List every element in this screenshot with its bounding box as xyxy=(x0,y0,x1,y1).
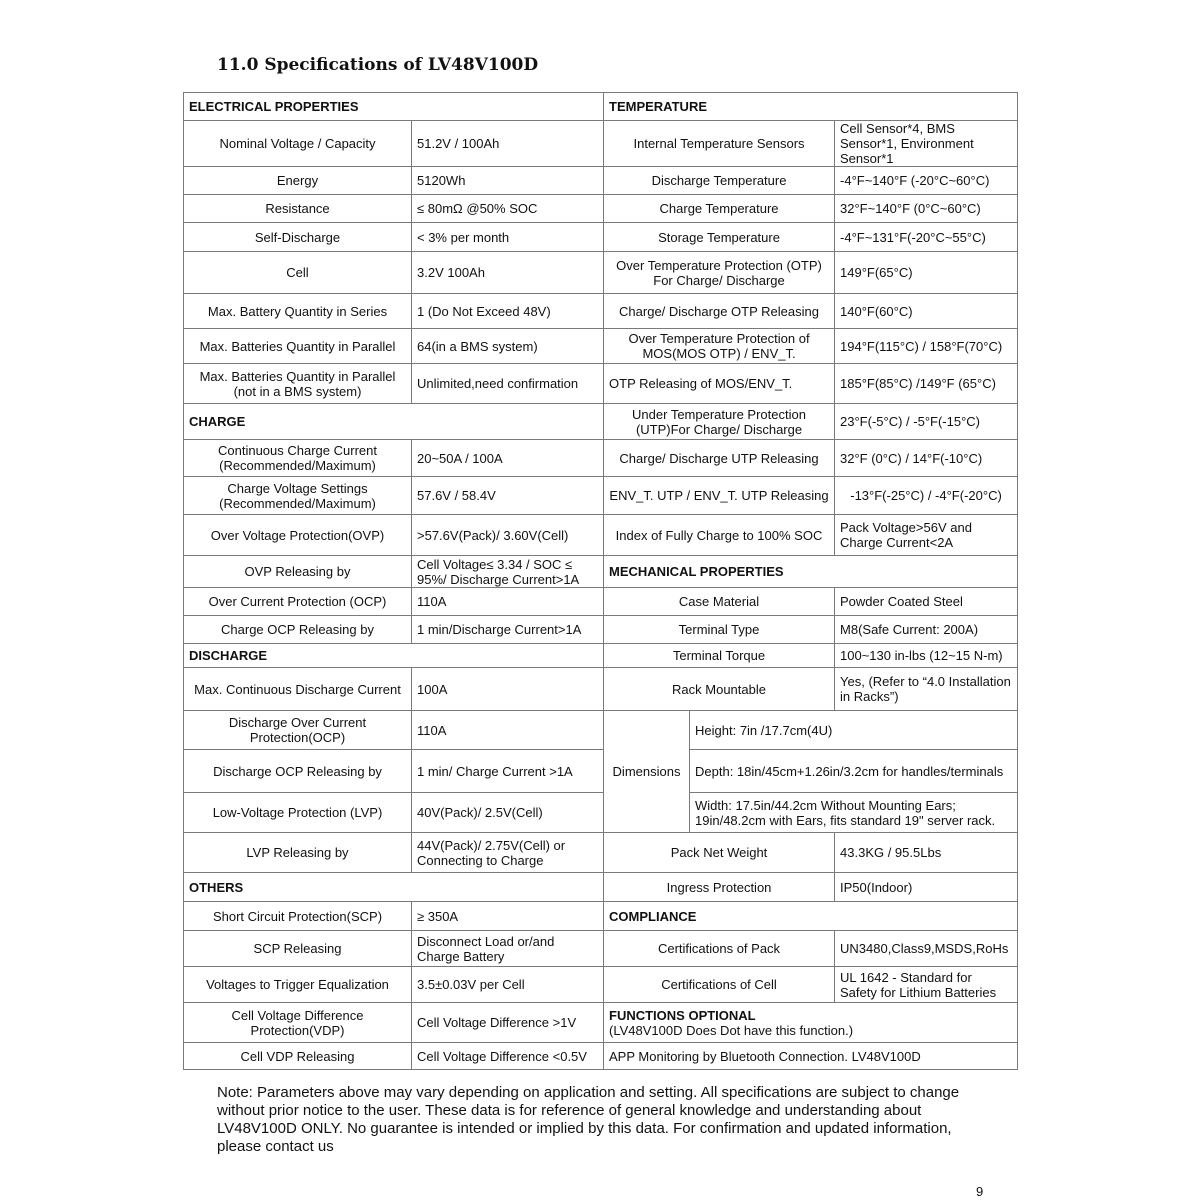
spec-value: Pack Voltage>56V and Charge Current<2A xyxy=(835,515,1018,556)
spec-value: 32°F~140°F (0°C~60°C) xyxy=(835,195,1018,223)
spec-label: Voltages to Trigger Equalization xyxy=(184,967,412,1003)
spec-value: 20~50A / 100A xyxy=(412,440,604,477)
spec-value: 23°F(-5°C) / -5°F(-15°C) xyxy=(835,404,1018,440)
table-row xyxy=(184,223,1018,252)
table-row xyxy=(184,833,1018,873)
spec-value: 185°F(85°C) /149°F (65°C) xyxy=(835,364,1018,404)
spec-label: Internal Temperature Sensors xyxy=(604,121,835,167)
table-row xyxy=(184,294,1018,329)
spec-table xyxy=(183,92,1018,1070)
spec-value: 1 (Do Not Exceed 48V) xyxy=(412,294,604,329)
spec-label: Energy xyxy=(184,167,412,195)
spec-label: Pack Net Weight xyxy=(604,833,835,873)
spec-label: Ingress Protection xyxy=(604,873,835,902)
spec-label: Rack Mountable xyxy=(604,668,835,711)
spec-label: Discharge OCP Releasing by xyxy=(184,750,412,793)
spec-value: Cell Sensor*4, BMS Sensor*1, Environment Sensor*1 xyxy=(835,121,1018,167)
spec-value: Yes, (Refer to “4.0 Installation in Racks”) xyxy=(835,668,1018,711)
spec-label: Charge OCP Releasing by xyxy=(184,616,412,644)
table-row xyxy=(184,931,1018,967)
table-row xyxy=(184,477,1018,515)
spec-label: Self-Discharge xyxy=(184,223,412,252)
functions-optional-cell xyxy=(604,1003,1018,1043)
spec-label: Nominal Voltage / Capacity xyxy=(184,121,412,167)
spec-value: ≤ 80mΩ @50% SOC xyxy=(412,195,604,223)
table-row xyxy=(184,364,1018,404)
spec-label: Storage Temperature xyxy=(604,223,835,252)
dimensions-label: Dimensions xyxy=(604,711,690,833)
spec-value: 149°F(65°C) xyxy=(835,252,1018,294)
spec-label: Cell VDP Releasing xyxy=(184,1043,412,1070)
spec-label: Resistance xyxy=(184,195,412,223)
table-row xyxy=(184,588,1018,616)
spec-value: 32°F (0°C) / 14°F(-10°C) xyxy=(835,440,1018,477)
table-row xyxy=(184,1043,1018,1070)
spec-value: 194°F(115°C) / 158°F(70°C) xyxy=(835,329,1018,364)
spec-value: Cell Voltage≤ 3.34 / SOC ≤ 95%/ Discharge Current>1A xyxy=(412,556,604,588)
dimension-depth: Depth: 18in/45cm+1.26in/3.2cm for handles/terminals xyxy=(690,750,1018,793)
spec-value: Cell Voltage Difference <0.5V xyxy=(412,1043,604,1070)
spec-value: 43.3KG / 95.5Lbs xyxy=(835,833,1018,873)
page-number: 9 xyxy=(976,1184,984,1199)
spec-label: Max. Batteries Quantity in Parallel (not in a BMS system) xyxy=(184,364,412,404)
spec-value: 5120Wh xyxy=(412,167,604,195)
spec-label: Cell Voltage Difference Protection(VDP) xyxy=(184,1003,412,1043)
spec-label: Charge/ Discharge UTP Releasing xyxy=(604,440,835,477)
spec-label: Over Temperature Protection (OTP) For Charge/ Discharge xyxy=(604,252,835,294)
spec-label: Discharge Temperature xyxy=(604,167,835,195)
spec-value: ≥ 350A xyxy=(412,902,604,931)
spec-value: 57.6V / 58.4V xyxy=(412,477,604,515)
table-row xyxy=(184,711,1018,750)
spec-label: LVP Releasing by xyxy=(184,833,412,873)
spec-value: >57.6V(Pack)/ 3.60V(Cell) xyxy=(412,515,604,556)
table-row xyxy=(184,515,1018,556)
spec-value: 1 min/ Charge Current >1A xyxy=(412,750,604,793)
spec-value: 64(in a BMS system) xyxy=(412,329,604,364)
spec-label: OTP Releasing of MOS/ENV_T. xyxy=(604,364,835,404)
section-header-electrical: ELECTRICAL PROPERTIES xyxy=(184,93,604,121)
table-row xyxy=(184,329,1018,364)
spec-value: 110A xyxy=(412,588,604,616)
spec-label: Over Temperature Protection of MOS(MOS OTP) / ENV_T. xyxy=(604,329,835,364)
spec-label: Case Material xyxy=(604,588,835,616)
spec-value: < 3% per month xyxy=(412,223,604,252)
spec-value: UN3480,Class9,MSDS,RoHs xyxy=(835,931,1018,967)
spec-label: Under Temperature Protection (UTP)For Charge/ Discharge xyxy=(604,404,835,440)
dimension-height: Height: 7in /17.7cm(4U) xyxy=(690,711,1018,750)
spec-value: M8(Safe Current: 200A) xyxy=(835,616,1018,644)
spec-label: Charge Voltage Settings (Recommended/Maximum) xyxy=(184,477,412,515)
table-row xyxy=(184,1003,1018,1043)
app-monitoring: APP Monitoring by Bluetooth Connection. LV48V100D xyxy=(604,1043,1018,1070)
spec-value: 140°F(60°C) xyxy=(835,294,1018,329)
table-row xyxy=(184,93,1018,121)
spec-label: SCP Releasing xyxy=(184,931,412,967)
table-row xyxy=(184,121,1018,167)
spec-value: 100~130 in-lbs (12~15 N-m) xyxy=(835,644,1018,668)
document-title: 11.0 Specifications of LV48V100D xyxy=(217,55,539,75)
table-row xyxy=(184,644,1018,668)
spec-value: -13°F(-25°C) / -4°F(-20°C) xyxy=(835,477,1018,515)
spec-label: Low-Voltage Protection (LVP) xyxy=(184,793,412,833)
section-header-charge: CHARGE xyxy=(184,404,604,440)
table-row xyxy=(184,252,1018,294)
spec-value: 3.5±0.03V per Cell xyxy=(412,967,604,1003)
spec-label: Terminal Type xyxy=(604,616,835,644)
table-row xyxy=(184,902,1018,931)
section-header-mechanical: MECHANICAL PROPERTIES xyxy=(604,556,1018,588)
table-row xyxy=(184,556,1018,588)
disclaimer-note: Note: Parameters above may vary depending on application and setting. All specifications are subject to change without prior notice to the user. These data is for reference of general knowledge and understanding about LV48V100D ONLY. No guarantee is intended or implied by this data. For confirmation and updated information, please contact us xyxy=(217,1084,960,1155)
table-row xyxy=(184,668,1018,711)
spec-label: OVP Releasing by xyxy=(184,556,412,588)
spec-label: Charge/ Discharge OTP Releasing xyxy=(604,294,835,329)
spec-label: Over Voltage Protection(OVP) xyxy=(184,515,412,556)
spec-value: Unlimited,need confirmation xyxy=(412,364,604,404)
spec-value: Disconnect Load or/and Charge Battery xyxy=(412,931,604,967)
spec-value: 51.2V / 100Ah xyxy=(412,121,604,167)
spec-label: Max. Battery Quantity in Series xyxy=(184,294,412,329)
spec-label: Index of Fully Charge to 100% SOC xyxy=(604,515,835,556)
spec-label: Max. Continuous Discharge Current xyxy=(184,668,412,711)
spec-label: Short Circuit Protection(SCP) xyxy=(184,902,412,931)
section-header-discharge: DISCHARGE xyxy=(184,644,604,668)
section-header-functions: FUNCTIONS OPTIONAL xyxy=(609,1007,756,1023)
section-header-compliance: COMPLIANCE xyxy=(604,902,1018,931)
spec-label: Cell xyxy=(184,252,412,294)
table-row xyxy=(184,616,1018,644)
table-row xyxy=(184,167,1018,195)
dimension-width: Width: 17.5in/44.2cm Without Mounting Ears; 19in/48.2cm with Ears, fits standard 19" server rack. xyxy=(690,793,1018,833)
spec-label: Max. Batteries Quantity in Parallel xyxy=(184,329,412,364)
spec-label: Certifications of Cell xyxy=(604,967,835,1003)
functions-note: (LV48V100D Does Dot have this function.) xyxy=(609,1022,854,1038)
table-row xyxy=(184,873,1018,902)
spec-value: UL 1642 - Standard for Safety for Lithium Batteries xyxy=(835,967,1018,1003)
spec-value: Powder Coated Steel xyxy=(835,588,1018,616)
table-row xyxy=(184,195,1018,223)
spec-value: -4°F~131°F(-20°C~55°C) xyxy=(835,223,1018,252)
spec-label: ENV_T. UTP / ENV_T. UTP Releasing xyxy=(604,477,835,515)
section-header-temperature: TEMPERATURE xyxy=(604,93,1018,121)
spec-value: 110A xyxy=(412,711,604,750)
spec-label: Over Current Protection (OCP) xyxy=(184,588,412,616)
spec-value: 3.2V 100Ah xyxy=(412,252,604,294)
table-row xyxy=(184,750,1018,793)
spec-value: 1 min/Discharge Current>1A xyxy=(412,616,604,644)
spec-value: -4°F~140°F (-20°C~60°C) xyxy=(835,167,1018,195)
table-row xyxy=(184,404,1018,440)
spec-label: Terminal Torque xyxy=(604,644,835,668)
table-row xyxy=(184,967,1018,1003)
spec-label: Certifications of Pack xyxy=(604,931,835,967)
spec-label: Discharge Over Current Protection(OCP) xyxy=(184,711,412,750)
table-row xyxy=(184,440,1018,477)
spec-value: Cell Voltage Difference >1V xyxy=(412,1003,604,1043)
section-header-others: OTHERS xyxy=(184,873,604,902)
spec-label: Charge Temperature xyxy=(604,195,835,223)
spec-value: IP50(Indoor) xyxy=(835,873,1018,902)
spec-value: 44V(Pack)/ 2.75V(Cell) or Connecting to Charge xyxy=(412,833,604,873)
spec-label: Continuous Charge Current (Recommended/Maximum) xyxy=(184,440,412,477)
spec-value: 100A xyxy=(412,668,604,711)
spec-value: 40V(Pack)/ 2.5V(Cell) xyxy=(412,793,604,833)
table-row xyxy=(184,793,1018,833)
